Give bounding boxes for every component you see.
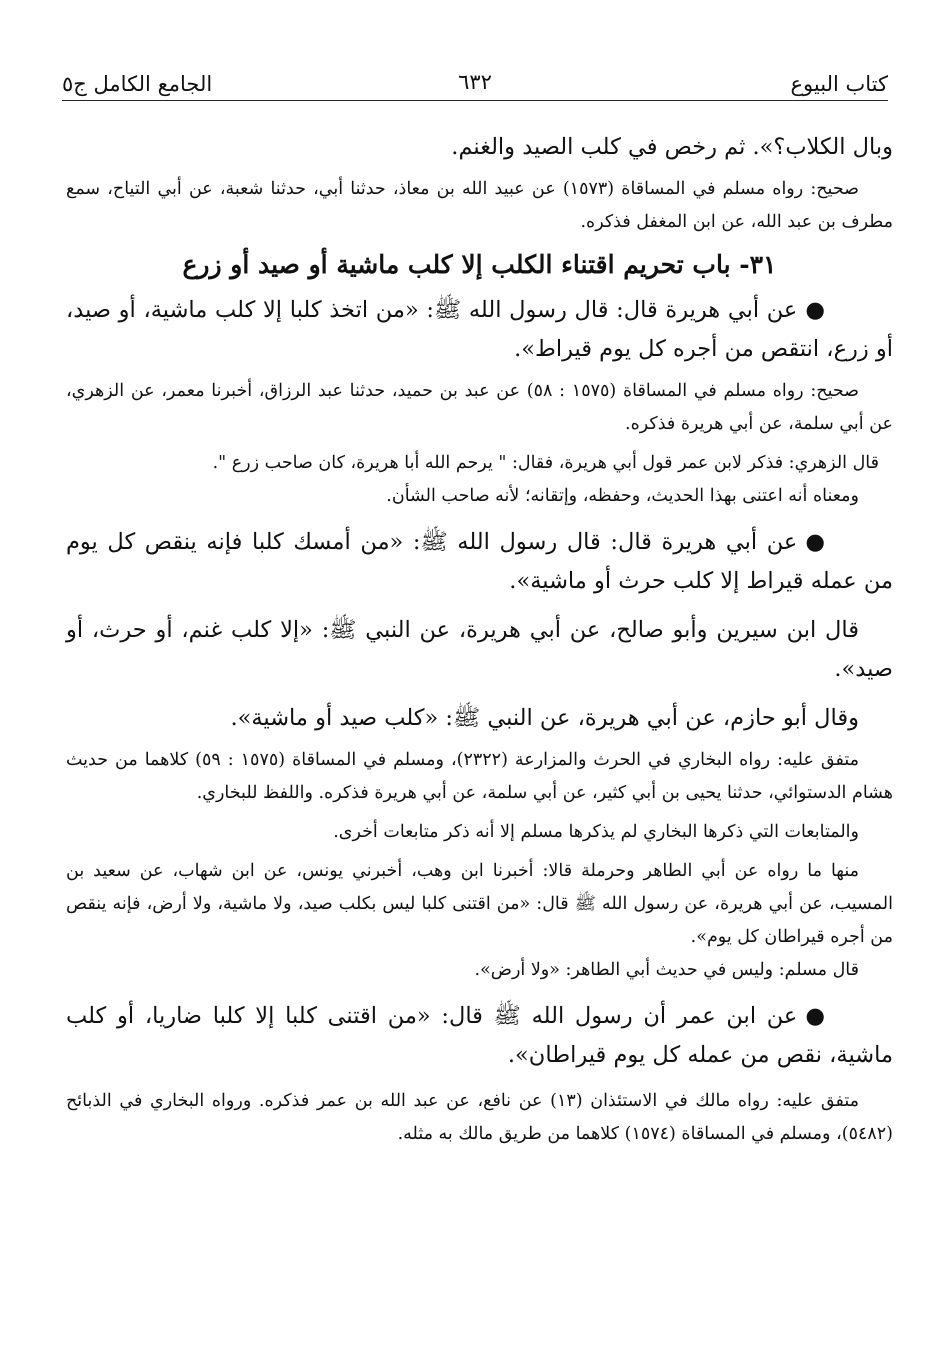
hadith-body: عن ابن عمر أن رسول الله ﷺ قال: «من اقتنى كلبا إلا كلبا ضاريا، أو كلب ماشية، نقص من عمله كل يوم قيراطان». <box>66 1003 893 1068</box>
commentary-text: ومعناه أنه اعتنى بهذا الحديث، وحفظه، وإتقانه؛ لأنه صاحب الشأن. <box>386 486 859 506</box>
header-rule <box>62 100 888 101</box>
chapter-heading: ٣١- باب تحريم اقتناء الكلب إلا كلب ماشية أو صيد أو زرع <box>182 250 777 279</box>
commentary-text: منها ما رواه عن أبي الطاهر وحرملة قالا: أخبرنا ابن وهب، أخبرني يونس، عن ابن شهاب، عن سعيد بن المسيب، عن أبي هريرة، عن رسول الله ﷺ قال: «من اقتنى كلبا ليس بكلب صيد، ولا ماشية، ولا أرض، فإنه ينقص من أجره قيراطان كل يوم». <box>66 861 893 947</box>
hadith-text: وقال أبو حازم، عن أبي هريرة، عن النبي ﷺ: «كلب صيد أو ماشية». <box>230 705 859 731</box>
takhrij-note: صحيح: رواه مسلم في المساقاة (١٥٧٥ : ٥٨) عن عبد بن حميد، حدثنا عبد الرزاق، أخبرنا معمر، عن الزهري، عن أبي سلمة، عن أبي هريرة فذكره. <box>66 381 893 434</box>
hadith-text <box>66 997 893 1075</box>
running-header <box>62 62 888 96</box>
takhrij-note: صحيح: رواه مسلم في المساقاة (١٥٧٣) عن عبيد الله بن معاذ، حدثنا أبي، حدثنا شعبة، عن أبي التياح، سمع مطرف بن عبد الله، عن ابن المغفل فذكره. <box>66 179 893 232</box>
bullet-icon: ● <box>805 297 825 323</box>
hadith-text <box>66 291 893 369</box>
hadith-body: عن أبي هريرة قال: قال رسول الله ﷺ: «من أمسك كلبا فإنه ينقص كل يوم من عمله قيراط إلا كلب حرث أو ماشية». <box>66 529 893 594</box>
commentary-text: قال الزهري: فذكر لابن عمر قول أبي هريرة، فقال: " يرحم الله أبا هريرة، كان صاحب زرع ". <box>212 453 879 473</box>
takhrij-note: متفق عليه: رواه مالك في الاستئذان (١٣) عن نافع، عن عبد الله بن عمر فذكره. ورواه البخاري في الذبائح (٥٤٨٢)، ومسلم في المساقاة (١٥٧٤) كلاهما من طريق مالك به مثله. <box>66 1091 893 1144</box>
header-book-title: كتاب البيوع <box>790 72 888 96</box>
commentary-text: والمتابعات التي ذكرها البخاري لم يذكرها مسلم إلا أنه ذكر متابعات أخرى. <box>333 822 859 842</box>
hadith-body: عن أبي هريرة قال: قال رسول الله ﷺ: «من اتخذ كلبا إلا كلب ماشية، أو صيد، أو زرع، انتقص من أجره كل يوم قيراط». <box>66 297 893 362</box>
commentary-text: قال مسلم: وليس في حديث أبي الطاهر: «ولا أرض». <box>474 960 859 980</box>
hadith-text: وبال الكلاب؟». ثم رخص في كلب الصيد والغنم. <box>451 134 893 160</box>
bullet-icon: ● <box>805 1003 825 1029</box>
page-number: ٦٣٢ <box>458 70 492 94</box>
hadith-text: قال ابن سيرين وأبو صالح، عن أبي هريرة، عن النبي ﷺ: «إلا كلب غنم، أو حرث، أو صيد». <box>66 617 893 682</box>
header-volume-title: الجامع الكامل ج٥ <box>62 72 213 96</box>
hadith-text <box>66 523 893 601</box>
bullet-icon: ● <box>805 529 825 555</box>
takhrij-note: متفق عليه: رواه البخاري في الحرث والمزارعة (٢٣٢٢)، ومسلم في المساقاة (١٥٧٥ : ٥٩) كلاهما من حديث هشام الدستوائي، حدثنا يحيى بن أبي كثير، عن أبي سلمة، عن أبي هريرة فذكره. واللفظ للبخاري. <box>66 750 893 803</box>
page-body <box>66 128 893 1151</box>
